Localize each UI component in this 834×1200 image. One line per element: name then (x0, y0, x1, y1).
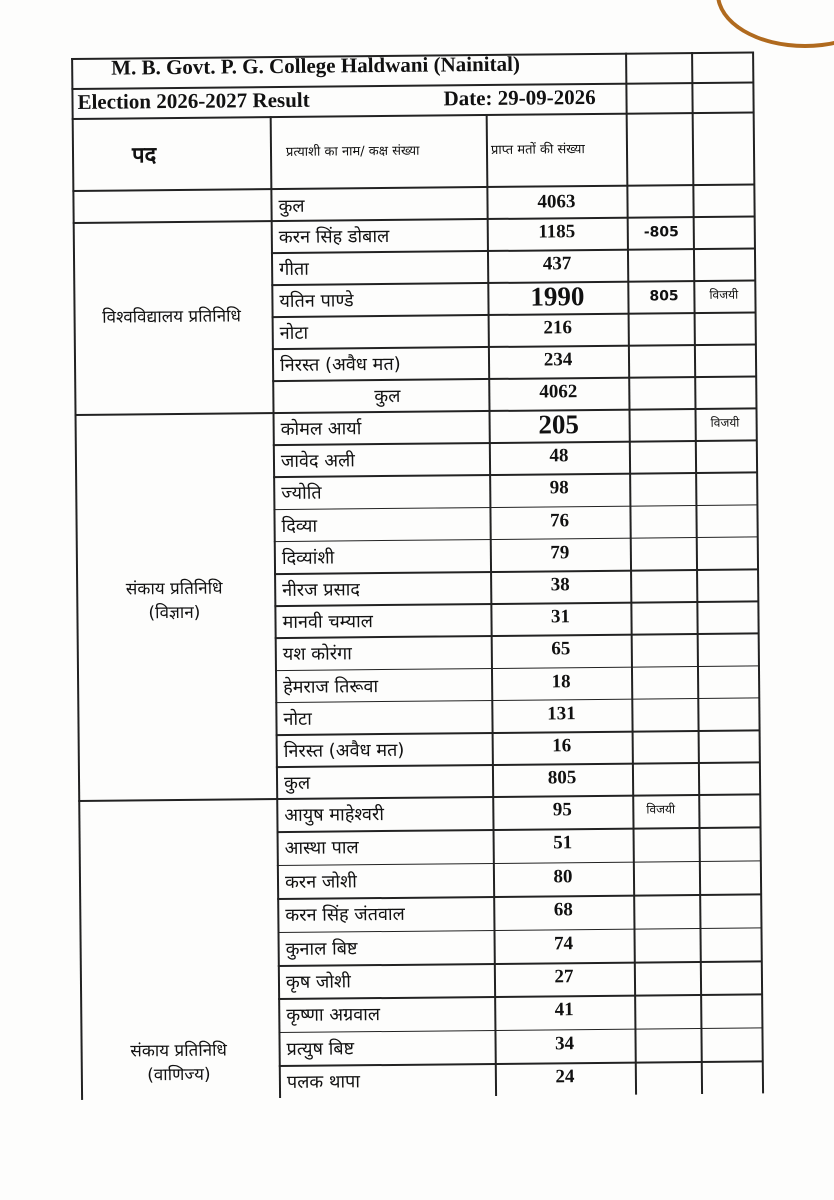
college-title: M. B. Govt. P. G. College Haldwani (Nainital) (111, 51, 521, 80)
election-title: Election 2026-2027 Result (77, 87, 310, 114)
row-line (274, 601, 758, 607)
vote-count: 34 (554, 1033, 575, 1055)
row-line (274, 568, 758, 574)
row-line (277, 827, 761, 833)
election-date: Date: 29-09-2026 (443, 84, 596, 111)
vote-count: 16 (552, 735, 572, 757)
vote-count: 18 (551, 670, 571, 693)
candidate-name: पलक थापा (286, 1071, 361, 1094)
row-line (274, 536, 758, 542)
row-line (275, 633, 759, 639)
post-title: संकाय प्रतिनिधि (130, 1040, 228, 1062)
vote-count: 1185 (538, 221, 576, 243)
row-line (275, 665, 759, 671)
candidate-name: मानवी चम्याल (282, 611, 374, 634)
row-line (277, 894, 761, 900)
vote-count: 51 (553, 832, 573, 854)
candidate-name: कुल (374, 385, 401, 408)
column-divider (691, 52, 703, 1094)
row-line (278, 960, 762, 966)
vote-count: 76 (549, 509, 570, 532)
row-line (273, 504, 757, 510)
candidate-name: निरस्त (अवैध मत) (279, 353, 401, 377)
row-line (279, 1061, 763, 1067)
vote-count: 48 (549, 445, 569, 467)
vote-count: 234 (543, 349, 573, 371)
post-column-header: पद (131, 143, 157, 169)
candidate-name: प्रत्युष बिष्ट (286, 1038, 355, 1060)
row-line (276, 729, 760, 735)
candidate-name: निरस्त (अवैध मत) (283, 739, 405, 762)
vote-count: 205 (538, 409, 580, 440)
row-line (275, 697, 759, 703)
vote-count: 41 (554, 999, 574, 1021)
post-subtitle: (वाणिज्य) (147, 1064, 211, 1086)
vote-count: 80 (553, 866, 573, 888)
result-sheet (71, 41, 763, 1099)
vote-count: 65 (551, 638, 571, 660)
row-line (272, 343, 756, 349)
post-faculty-science (76, 576, 272, 626)
vote-count: 95 (552, 799, 572, 821)
vote-count: 31 (550, 606, 571, 628)
candidate-name: आयुष माहेश्वरी (284, 804, 385, 826)
candidate-name: आस्था पाल (284, 837, 359, 860)
row-line (73, 215, 755, 223)
candidate-name: करन सिंह जंतवाल (285, 904, 405, 927)
post-faculty-commerce (81, 1038, 277, 1088)
candidate-name: कृष जोशी (285, 971, 351, 993)
row-line (276, 762, 760, 768)
grand-total-label: कुल (278, 195, 305, 218)
candidate-name: गीता (279, 258, 309, 281)
post-title: संकाय प्रतिनिधि (125, 578, 223, 600)
row-line (278, 1027, 762, 1033)
row-line (72, 183, 754, 191)
candidate-name: ज्योति (281, 483, 322, 505)
candidate-name: कोमल आर्या (280, 418, 362, 441)
vote-count: 4062 (539, 381, 578, 403)
vote-count: 805 (547, 767, 577, 789)
candidate-name: यतिन पाण्डे (279, 290, 354, 313)
candidate-name: हेमराज तिरूवा (283, 675, 379, 698)
vote-count: 98 (549, 477, 569, 499)
candidate-name: दिव्या (281, 515, 318, 537)
candidate-name: करन जोशी (284, 871, 357, 893)
candidate-name: कृष्णा अग्रवाल (286, 1004, 381, 1027)
vote-count: 1990 (530, 281, 585, 312)
winner-badge: विजयी (709, 287, 739, 302)
row-line (75, 407, 757, 415)
candidate-name: दिव्यांशी (281, 547, 335, 569)
vote-margin: -805 (643, 224, 679, 241)
row-line (273, 472, 757, 478)
vote-count: 216 (543, 317, 573, 339)
candidate-name: नोटा (283, 708, 312, 730)
vote-count: 24 (555, 1066, 575, 1088)
row-line (277, 927, 761, 933)
vote-count: 38 (550, 574, 570, 596)
winner-badge: विजयी (646, 802, 676, 817)
candidate-name: नीरज प्रसाद (282, 579, 361, 601)
vote-count: 79 (550, 542, 570, 564)
vote-count: 131 (547, 702, 576, 725)
vote-margin: 805 (649, 288, 679, 305)
table-border-right (752, 51, 764, 1093)
winner-badge: विजयी (710, 415, 740, 430)
candidate-name: कुनाल बिष्ट (285, 937, 358, 960)
vote-count: 74 (554, 932, 574, 954)
vote-count: 27 (554, 966, 574, 988)
row-line (277, 860, 761, 866)
vote-count: 437 (542, 253, 572, 275)
candidate-name: जावेद अली (280, 450, 356, 473)
post-subtitle: (विज्ञान) (148, 602, 201, 624)
candidate-name: कुल (283, 772, 311, 795)
vote-count: 68 (553, 899, 573, 921)
candidate-column-header: प्रत्याशी का नाम/ कक्ष संख्या (285, 143, 420, 160)
candidate-name: यश कोरंगा (282, 643, 352, 666)
candidate-name: नोटा (279, 322, 309, 345)
votes-column-header: प्राप्त मतों की संख्या (490, 142, 585, 158)
candidate-name: करन सिंह डोबाल (278, 225, 390, 249)
grand-total-votes: 4063 (537, 191, 576, 213)
row-line (278, 994, 762, 1000)
post-university-representative: विश्वविद्यालय प्रतिनिधि (102, 306, 242, 328)
